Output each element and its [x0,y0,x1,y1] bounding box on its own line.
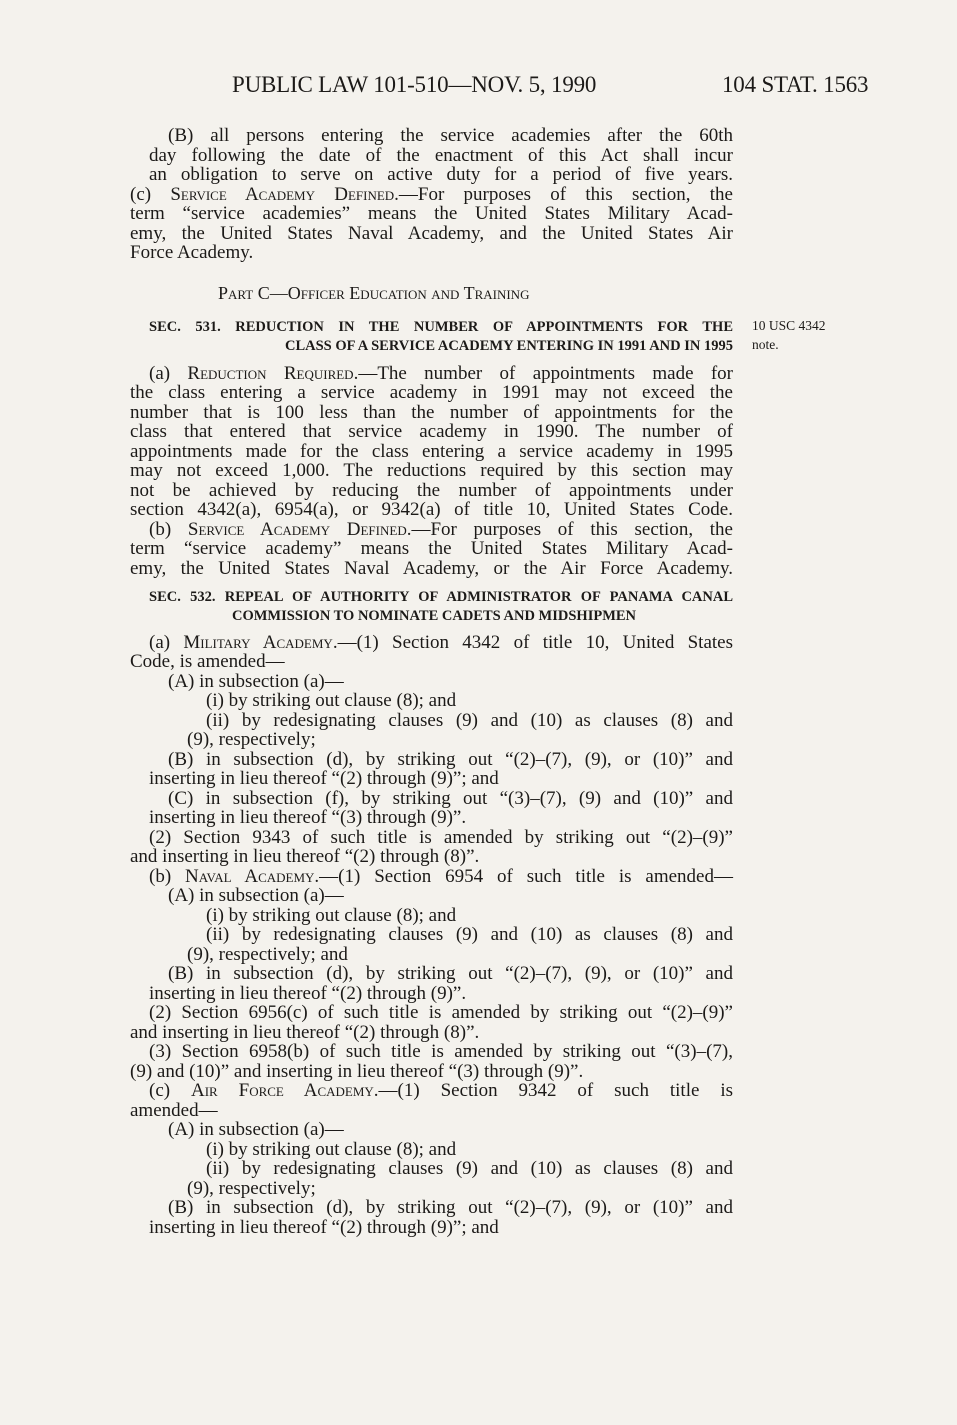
text-line [149,633,733,653]
section-532-heading-line1: SEC. 532. REPEAL OF AUTHORITY OF ADMINISTRATOR OF PANAMA CANAL [149,589,733,605]
line-text: (A) in subsection (a)— [168,671,344,692]
text-line [149,165,733,185]
text-line [130,1023,479,1043]
line-text: (B) in subsection (d), by striking out “(2)–(7), (9), or (10)” and [168,1197,733,1218]
paragraph-label: (a) [149,363,188,384]
text-line [130,461,733,481]
line-text: emy, the United States Naval Academy, or the Air Force Academy. [130,558,733,579]
text-line [149,867,733,887]
page-number: 104 STAT. 1563 [722,72,869,97]
text-line [130,383,733,403]
line-text: may not exceed 1,000. The reductions required by this section may [130,460,733,481]
line-text: —For purposes of this section, the [411,519,733,540]
line-text: Code, is amended— [130,651,285,672]
line-text: amended— [130,1100,218,1121]
line-text: not be achieved by reducing the number of appointments under [130,480,733,501]
line-text: (A) in subsection (a)— [168,885,344,906]
line-text: —(1) Section 4342 of title 10, United States [337,632,733,653]
text-line [206,1159,733,1179]
line-text: appointments made for the class entering a service academy in 1995 [130,441,733,462]
line-text: day following the date of the enactment of this Act shall incur [149,145,733,166]
line-text: (2) Section 6956(c) of such title is amended by striking out “(2)–(9)” [149,1002,733,1023]
text-line [130,481,733,501]
paragraph-heading: Reduction Required. [187,363,359,384]
text-line [130,652,285,672]
running-head-title: PUBLIC LAW 101-510—NOV. 5, 1990 [232,72,597,97]
line-text: (9) and (10)” and inserting in lieu thereof “(3) through (9)”. [130,1061,584,1082]
line-text: inserting in lieu thereof “(2) through (9)”; and [149,768,499,789]
text-line [149,769,499,789]
line-text: class that entered that service academy in 1990. The number of [130,421,733,442]
text-line [168,964,733,984]
line-text: (i) by striking out clause (8); and [206,690,457,711]
line-text: (B) all persons entering the service academies after the 60th [168,125,733,146]
text-line [130,204,733,224]
text-line [168,750,733,770]
text-line [130,847,479,867]
line-text: number that is 100 less than the number of appointments for the [130,402,733,423]
paragraph-label: (a) [149,632,184,653]
paragraph-label: (b) [149,866,186,887]
text-line [130,243,253,263]
paragraph-label: (c) [130,184,171,205]
text-line [187,945,348,965]
line-text: an obligation to serve on active duty for a period of five years. [149,164,733,185]
text-line [130,559,733,579]
line-text: (ii) by redesignating clauses (9) and (10) as clauses (8) and [206,1158,733,1179]
text-line [168,1120,344,1140]
line-text: inserting in lieu thereof “(2) through (9)”; and [149,1217,499,1238]
line-text: (ii) by redesignating clauses (9) and (10) as clauses (8) and [206,710,733,731]
line-text: inserting in lieu thereof “(2) through (9)”. [149,983,467,1004]
paragraph-heading: Air Force Academy. [191,1080,379,1101]
text-line [149,146,733,166]
section-531-heading-line2: CLASS OF A SERVICE ACADEMY ENTERING IN 1991 AND IN 1995 [285,338,733,354]
text-line [206,906,456,926]
text-line [149,1218,499,1238]
text-line [206,711,733,731]
text-line [149,364,733,384]
line-text: —For purposes of this section, the [398,184,733,205]
line-text: Force Academy. [130,242,254,263]
paragraph-label: (b) [149,519,188,540]
line-text: the class entering a service academy in 1991 may not exceed the [130,382,733,403]
paragraph-heading: Military Academy. [183,632,338,653]
line-text: (9), respectively; and [187,944,348,965]
text-line [187,730,316,750]
text-line [130,442,733,462]
paragraph-heading: Service Academy Defined. [187,519,412,540]
paragraph-label: (c) [149,1080,191,1101]
text-line [168,789,733,809]
text-line [130,224,733,244]
text-line [149,1003,733,1023]
text-line [130,1062,583,1082]
text-line [206,691,456,711]
line-text: (i) by striking out clause (8); and [206,1139,457,1160]
text-line [149,828,733,848]
margin-note-cont: note. [752,337,779,352]
line-text: term “service academies” means the United States Military Acad- [130,203,733,224]
text-line [149,984,466,1004]
line-text: term “service academy” means the United States Military Acad- [130,538,733,559]
text-line [130,500,733,520]
text-line [130,422,733,442]
paragraph-heading: Naval Academy. [185,866,320,887]
text-line [206,925,733,945]
margin-note: 10 USC 4342 [752,318,826,333]
line-text: (9), respectively; [187,1178,316,1199]
text-line [168,672,344,692]
line-text: (C) in subsection (f), by striking out “(3)–(7), (9) and (10)” and [168,788,733,809]
section-532-heading-line2: COMMISSION TO NOMINATE CADETS AND MIDSHIPMEN [232,608,637,624]
line-text: (3) Section 6958(b) of such title is amended by striking out “(3)–(7), [149,1041,733,1062]
line-text: inserting in lieu thereof “(3) through (9)”. [149,807,467,828]
text-line [130,539,733,559]
line-text: (B) in subsection (d), by striking out “(2)–(7), (9), or (10)” and [168,749,733,770]
text-line [206,1140,456,1160]
line-text: (B) in subsection (d), by striking out “(2)–(7), (9), or (10)” and [168,963,733,984]
line-text: and inserting in lieu thereof “(2) through (8)”. [130,846,480,867]
text-line [149,808,466,828]
text-line [168,886,344,906]
section-531-heading-line1: SEC. 531. REDUCTION IN THE NUMBER OF APPOINTMENTS FOR THE [149,319,733,335]
text-line [130,403,733,423]
text-line [168,126,733,146]
part-heading: Part C—Officer Education and Training [218,283,530,303]
line-text: (2) Section 9343 of such title is amended by striking out “(2)–(9)” [149,827,733,848]
line-text: (ii) by redesignating clauses (9) and (10) as clauses (8) and [206,924,733,945]
text-line [149,1081,733,1101]
text-line [149,1042,733,1062]
line-text: —(1) Section 6954 of such title is amended— [319,866,733,887]
text-line [187,1179,316,1199]
line-text: —(1) Section 9342 of such title is [378,1080,733,1101]
line-text: (9), respectively; [187,729,316,750]
text-line [130,1101,218,1121]
paragraph-heading: Service Academy Defined. [170,184,399,205]
text-line [149,520,733,540]
line-text: emy, the United States Naval Academy, and the United States Air [130,223,733,244]
line-text: (i) by striking out clause (8); and [206,905,457,926]
line-text: —The number of appointments made for [358,363,734,384]
line-text: section 4342(a), 6954(a), or 9342(a) of title 10, United States Code. [130,499,733,520]
text-line [168,1198,733,1218]
line-text: and inserting in lieu thereof “(2) through (8)”. [130,1022,480,1043]
line-text: (A) in subsection (a)— [168,1119,344,1140]
text-line [130,185,733,205]
